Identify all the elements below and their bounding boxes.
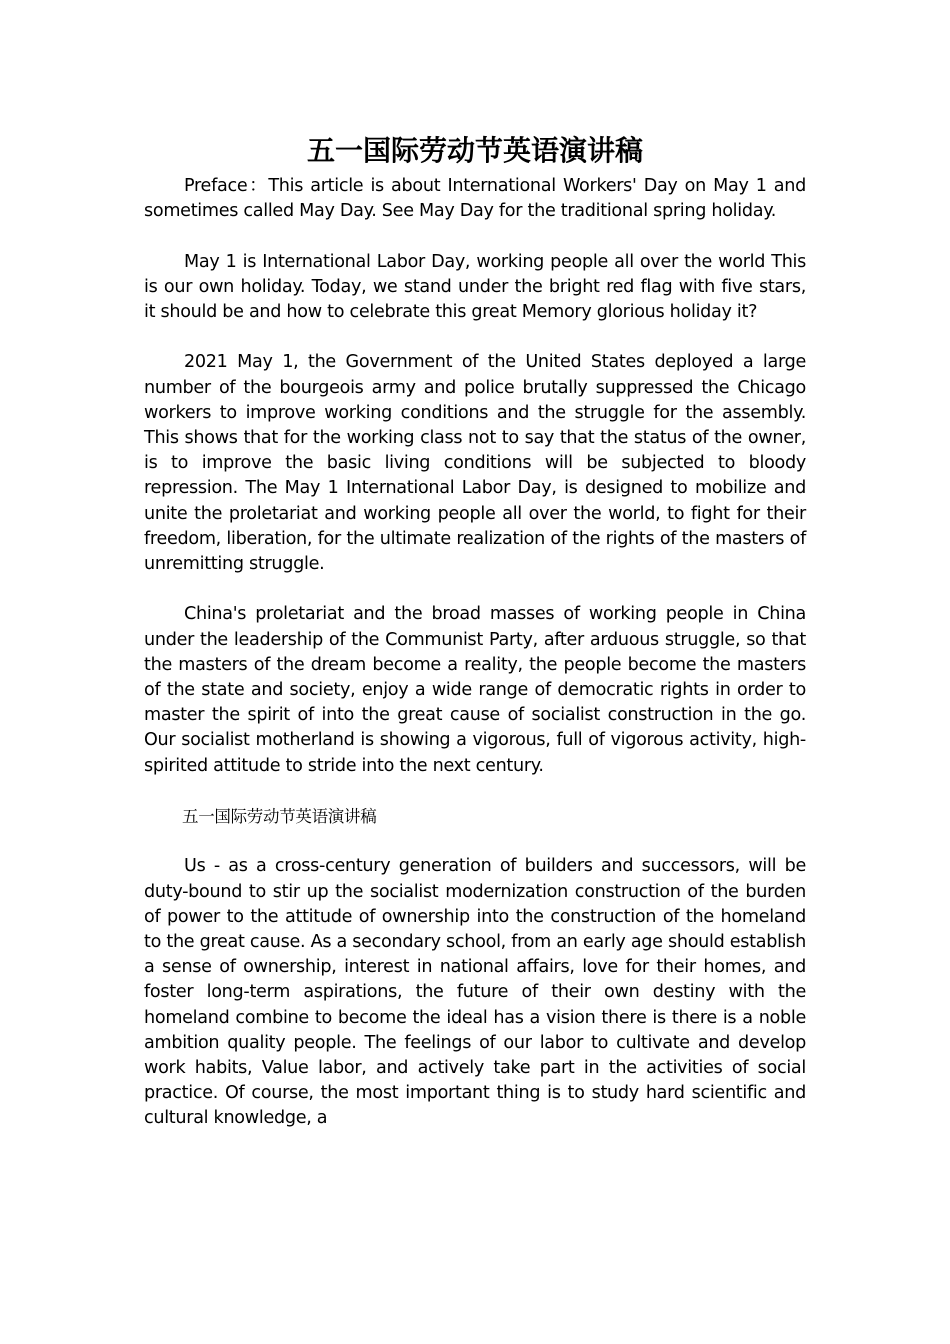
paragraph-china: China's proletariat and the broad masses of working people in China under the leadership of the Communist Party, after arduous struggle, so that the masters of the dream become a reality, the people become the masters of the state and society, enjoy a wide range of democratic rights in order to master the spirit of into the great cause of socialist construction in the go. Our socialist motherland is showing a vigorous, full of vigorous activity, high-spirited attitude to stride into the next century. bbox=[144, 604, 806, 776]
paragraph-labor-day: May 1 is International Labor Day, working people all over the world This is our own holiday. Today, we stand under the bright red flag with five stars, it should be and how to celebrate this great Memory glorious holiday it? bbox=[144, 251, 806, 322]
paragraph-preface: Preface：This article is about International Workers' Day on May 1 and sometimes called May Day. See May Day for the traditional spring holiday. bbox=[144, 176, 806, 222]
section-subheading: 五一国际劳动节英语演讲稿 bbox=[182, 807, 377, 827]
paragraph-history: 2021 May 1, the Government of the United States deployed a large number of the bourgeois army and police brutally suppressed the Chicago workers to improve working conditions and the struggle for the assembly. This shows that for the working class not to say that the status of the owner, is to improve the basic living conditions will be subjected to bloody repression. The May 1 International Labor Day, is designed to mobilize and unite the proletariat and working people all over the world, to fight for their freedom, liberation, for the ultimate realization of the rights of the masters of unremitting struggle. bbox=[144, 352, 806, 575]
document-body bbox=[144, 174, 806, 1157]
paragraph-successors: Us - as a cross-century generation of builders and successors, will be duty-bound to stir up the socialist modernization construction of the burden of power to the attitude of ownership into the construction of the homeland to the great cause. As a secondary school, from an early age should establish a sense of ownership, interest in national affairs, love for their homes, and foster long-term aspirations, the future of their own destiny with the homeland combine to become the ideal has a vision there is there is a noble ambition quality people. The feelings of our labor to cultivate and develop work habits, Value labor, and actively take part in the activities of social practice. Of course, the most important thing is to study hard scientific and cultural knowledge, a bbox=[144, 856, 807, 1129]
page-title: 五一国际劳动节英语演讲稿 bbox=[306, 134, 643, 167]
